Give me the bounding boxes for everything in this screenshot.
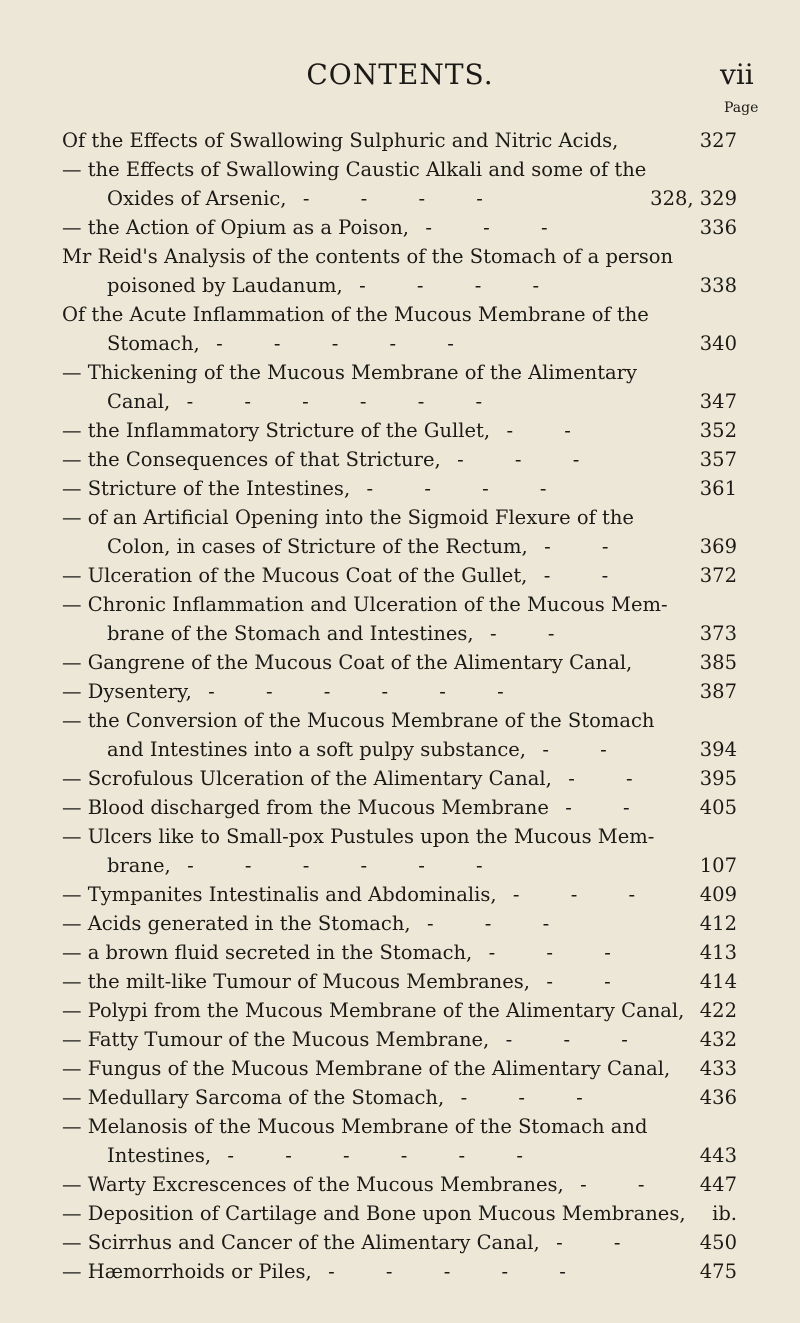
- page-number: 433: [699, 1057, 737, 1080]
- entry-text: Intestines,: [107, 1144, 212, 1167]
- page-column-label: Page: [724, 100, 759, 116]
- entry-text: — Hæmorrhoids or Piles,: [62, 1260, 312, 1283]
- dot-leader: - - -: [472, 941, 613, 964]
- page-number: 385: [699, 651, 737, 674]
- entry-text: Canal,: [107, 390, 171, 413]
- entry-text: — Blood discharged from the Mucous Membrane: [62, 796, 549, 819]
- entry-line: [62, 619, 737, 648]
- dot-leader: - -: [551, 767, 635, 790]
- entry-line: [62, 126, 737, 155]
- dot-leader: - - - -: [286, 187, 485, 210]
- dot-leader: - - -: [410, 912, 552, 935]
- contents-entry: [62, 880, 737, 909]
- entry-text: — Fungus of the Mucous Membrane of the Alimentary Canal,: [62, 1057, 671, 1080]
- dot-leader: - -: [526, 738, 609, 761]
- contents-entry: [62, 1025, 737, 1054]
- entry-text: brane,: [107, 854, 171, 877]
- contents-entry: [62, 938, 737, 967]
- entry-text: Mr Reid's Analysis of the contents of the Stomach of a person: [62, 245, 674, 268]
- contents-entry: [62, 793, 737, 822]
- entry-line: [62, 300, 737, 329]
- entry-text: — Dysentery,: [62, 680, 192, 703]
- entry-text: — the milt-like Tumour of Mucous Membranes,: [62, 970, 530, 993]
- entry-line: [62, 996, 737, 1025]
- contents-entry: [62, 561, 737, 590]
- entry-line: [62, 706, 737, 735]
- entry-line: [62, 329, 737, 358]
- entry-line: [62, 1141, 737, 1170]
- entry-text: and Intestines into a soft pulpy substance,: [107, 738, 526, 761]
- entry-text: — Warty Excrescences of the Mucous Membranes,: [62, 1173, 564, 1196]
- dot-leader: - - - - - -: [191, 680, 506, 703]
- entry-line: [62, 967, 737, 996]
- page-number: 395: [699, 767, 737, 790]
- page-number: 328, 329: [650, 187, 737, 210]
- entry-line: [62, 1199, 737, 1228]
- page-number: ib.: [712, 1202, 737, 1225]
- entry-text: — Polypi from the Mucous Membrane of the Alimentary Canal,: [62, 999, 685, 1022]
- contents-entry: [62, 677, 737, 706]
- dot-leader: - - - - - -: [211, 1144, 525, 1167]
- entry-line: [62, 1170, 737, 1199]
- dot-leader: - -: [548, 796, 632, 819]
- entry-line: [62, 1112, 737, 1141]
- page-number: 338: [699, 274, 737, 297]
- dot-leader: - - - - - -: [170, 854, 485, 877]
- page-number: 405: [699, 796, 737, 819]
- contents-entry: [62, 967, 737, 996]
- entry-line: [62, 242, 737, 271]
- entry-line: [62, 532, 737, 561]
- contents-entry: [62, 1083, 737, 1112]
- entry-line: [62, 1257, 737, 1286]
- page-number: 412: [699, 912, 737, 935]
- dot-leader: - -: [473, 622, 557, 645]
- page-number: 336: [699, 216, 737, 239]
- contents-entry: [62, 1170, 737, 1199]
- entry-line: [62, 358, 737, 387]
- contents-entry: [62, 474, 737, 503]
- contents-entry: [62, 1228, 737, 1257]
- dot-leader: - - -: [444, 1086, 585, 1109]
- entry-text: — the Conversion of the Mucous Membrane of the Stomach: [62, 709, 655, 732]
- entry-text: — Stricture of the Intestines,: [62, 477, 351, 500]
- entry-text: — Acids generated in the Stomach,: [62, 912, 411, 935]
- contents-entry: [62, 503, 737, 561]
- contents-entry: [62, 213, 737, 242]
- page-number: 413: [699, 941, 737, 964]
- page-number: 409: [699, 883, 737, 906]
- entry-line: [62, 445, 737, 474]
- entry-line: [62, 880, 737, 909]
- dot-leader: - - - -: [350, 477, 549, 500]
- entry-line: [62, 590, 737, 619]
- page-number: 361: [699, 477, 737, 500]
- dot-leader: - -: [529, 970, 613, 993]
- entry-text: poisoned by Laudanum,: [107, 274, 343, 297]
- dot-leader: - - -: [496, 883, 638, 906]
- page-number: 422: [699, 999, 737, 1022]
- entry-text: — Deposition of Cartilage and Bone upon Mucous Membranes,: [62, 1202, 686, 1225]
- entry-text: — Tympanites Intestinalis and Abdominalis,: [62, 883, 497, 906]
- dot-leader: - - - - -: [199, 332, 456, 355]
- dot-leader: - - - -: [342, 274, 542, 297]
- entry-text: — Scirrhus and Cancer of the Alimentary Canal,: [62, 1231, 540, 1254]
- contents-entry: [62, 300, 737, 358]
- entry-text: — the Consequences of that Stricture,: [62, 448, 441, 471]
- contents-entry: [62, 155, 737, 213]
- entry-text: — Scrofulous Ulceration of the Alimentary Canal,: [62, 767, 552, 790]
- entry-text: — Chronic Inflammation and Ulceration of the Mucous Mem-: [62, 593, 668, 616]
- page-number: 373: [699, 622, 737, 645]
- dot-leader: - - - - -: [311, 1260, 568, 1283]
- page-number: 432: [699, 1028, 737, 1051]
- entry-text: Stomach,: [107, 332, 200, 355]
- page-number: 327: [699, 129, 737, 152]
- entry-text: — a brown fluid secreted in the Stomach,: [62, 941, 473, 964]
- entry-text: — the Inflammatory Stricture of the Gullet,: [62, 419, 491, 442]
- entry-line: [62, 184, 737, 213]
- page-number: 352: [699, 419, 737, 442]
- contents-entry: [62, 764, 737, 793]
- entry-line: [62, 648, 737, 677]
- folio-number: vii: [720, 58, 754, 91]
- contents-entry: [62, 1054, 737, 1083]
- contents-list: [62, 126, 737, 1286]
- contents-entry: [62, 1112, 737, 1170]
- entry-line: [62, 677, 737, 706]
- entry-text: — Gangrene of the Mucous Coat of the Alimentary Canal,: [62, 651, 633, 674]
- dot-leader: - - -: [408, 216, 550, 239]
- entry-line: [62, 474, 737, 503]
- entry-line: [62, 1083, 737, 1112]
- entry-text: — the Action of Opium as a Poison,: [62, 216, 409, 239]
- entry-text: — Melanosis of the Mucous Membrane of the Stomach and: [62, 1115, 648, 1138]
- contents-entry: [62, 416, 737, 445]
- entry-line: [62, 503, 737, 532]
- contents-entry: [62, 909, 737, 938]
- entry-line: [62, 909, 737, 938]
- contents-entry: [62, 590, 737, 648]
- page-number: 107: [699, 854, 737, 877]
- entry-line: [62, 416, 737, 445]
- contents-entry: [62, 445, 737, 474]
- entry-line: [62, 938, 737, 967]
- contents-entry: [62, 648, 737, 677]
- entry-line: [62, 764, 737, 793]
- contents-entry: [62, 242, 737, 300]
- entry-text: — of an Artificial Opening into the Sigmoid Flexure of the: [62, 506, 634, 529]
- dot-leader: - -: [539, 1231, 623, 1254]
- entry-text: — Medullary Sarcoma of the Stomach,: [62, 1086, 445, 1109]
- page-number: 357: [699, 448, 737, 471]
- entry-text: — the Effects of Swallowing Caustic Alkali and some of the: [62, 158, 647, 181]
- entry-line: [62, 155, 737, 184]
- entry-text: brane of the Stomach and Intestines,: [107, 622, 474, 645]
- entry-line: [62, 793, 737, 822]
- entry-text: — Ulcers like to Small-pox Pustules upon the Mucous Mem-: [62, 825, 655, 848]
- entry-text: — Fatty Tumour of the Mucous Membrane,: [62, 1028, 490, 1051]
- entry-line: [62, 822, 737, 851]
- page-number: 372: [699, 564, 737, 587]
- entry-line: [62, 387, 737, 416]
- entry-text: Colon, in cases of Stricture of the Rectum,: [107, 535, 528, 558]
- page-number: 394: [699, 738, 737, 761]
- page-number: 340: [699, 332, 737, 355]
- entry-text: Of the Acute Inflammation of the Mucous Membrane of the: [62, 303, 649, 326]
- page-title: CONTENTS.: [306, 58, 494, 91]
- page-number: 447: [699, 1173, 737, 1196]
- page-number: 475: [699, 1260, 737, 1283]
- page-number: 414: [699, 970, 737, 993]
- entry-line: [62, 1228, 737, 1257]
- page-number: 450: [699, 1231, 737, 1254]
- contents-entry: [62, 822, 737, 880]
- page-number: 443: [699, 1144, 737, 1167]
- dot-leader: - - -: [440, 448, 582, 471]
- dot-leader: - -: [527, 564, 611, 587]
- entry-text: Of the Effects of Swallowing Sulphuric and Nitric Acids,: [62, 129, 619, 152]
- entry-line: [62, 271, 737, 300]
- entry-text: — Thickening of the Mucous Membrane of the Alimentary: [62, 361, 638, 384]
- entry-line: [62, 1054, 737, 1083]
- entry-line: [62, 561, 737, 590]
- contents-entry: [62, 1199, 737, 1228]
- contents-entry: [62, 996, 737, 1025]
- entry-line: [62, 851, 737, 880]
- page-number: 369: [699, 535, 737, 558]
- contents-entry: [62, 706, 737, 764]
- contents-entry: [62, 1257, 737, 1286]
- entry-line: [62, 213, 737, 242]
- contents-entry: [62, 358, 737, 416]
- page-number: 436: [699, 1086, 737, 1109]
- page-number: 387: [699, 680, 737, 703]
- entry-line: [62, 735, 737, 764]
- page-number: 347: [699, 390, 737, 413]
- dot-leader: - -: [563, 1173, 647, 1196]
- dot-leader: - - - - - -: [170, 390, 485, 413]
- entry-line: [62, 1025, 737, 1054]
- dot-leader: - -: [527, 535, 611, 558]
- entry-text: Oxides of Arsenic,: [107, 187, 287, 210]
- dot-leader: - -: [490, 419, 573, 442]
- dot-leader: - - -: [489, 1028, 630, 1051]
- entry-text: — Ulceration of the Mucous Coat of the Gullet,: [62, 564, 528, 587]
- contents-entry: [62, 126, 737, 155]
